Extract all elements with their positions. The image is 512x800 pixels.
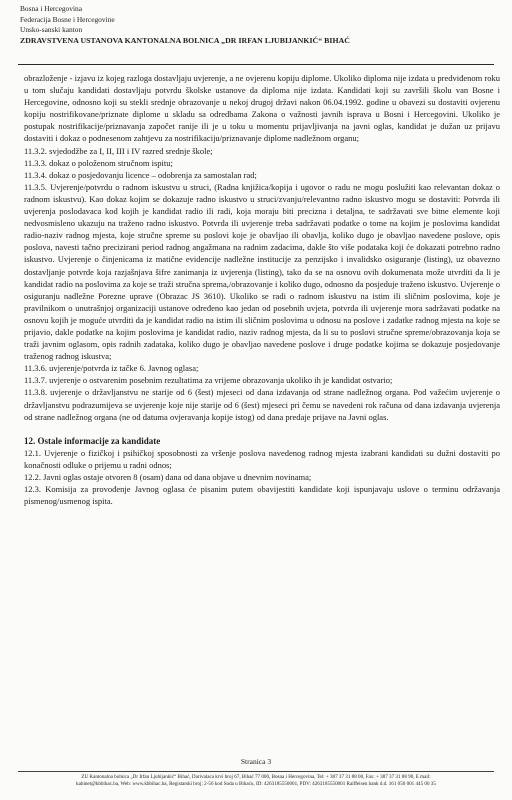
footer (20, 774, 492, 788)
body-paragraph: 11.3.4. dokaz o posjedovanju licence – odobrenja za samostalan rad; (24, 169, 257, 180)
footer-line-1: ZU Kantonalna bolnica „Dr Irfan Ljubijankić“ Bihać, Darivalaca krvi broj 67, Bihać 77 000, Bosna i Hercegovina, Tel: + 387 37 31 88 00, Fax: + 387 37 31 88 90, E mail: (81, 774, 431, 780)
letterhead-divider (18, 64, 494, 65)
body-paragraph: 11.3.6. uvjerenje/potvrda iz tačke 6. Javnog oglasa; (24, 363, 199, 374)
body-paragraph: obrazloženje - izjavu iz kojeg razloga dostavljaju uvjerenje, a ne ovjerenu kopiju diplome. Ukoliko diploma nije izdata u predviđenom roku u tom slučaju kandidati dostavljaju potvrdu školske ustanove da diploma nije izdata. Kandidati koji su završili školu van Bosne i Hercegovine, odnosno koji su stekli srednje obrazovanje u nekoj drugoj državi nakon 06.04.1992. godine u obavezi su dostaviti ovjerenu kopiju nostrifikovane/priznate diplome u skladu sa odredbama Zakona o važnosti javnih isprava u Bosni i Hercegovini. Ukoliko je postupak nostrifikacije/priznavanja započet ranije ili je u toku u momentu prijavljivanja na javni oglas, kandidat je dužan uz prijavu dostaviti i dokaz o podnesenom zahtjevu za nostrifikaciju/priznavanje diplome nadležnom organu; (24, 73, 500, 144)
section-gap (24, 423, 500, 435)
letterhead-institution: ZDRAVSTVENA USTANOVA KANTONALNA BOLNICA „DR IRFAN LJUBIJANKIĆ“ BIHAĆ (20, 35, 350, 45)
footer-line-2: kabinet@kbbihac.ba, Web: www.kbbihac.ba, Registarski broj: 2-56 kod Suda u Bihaću, ID: 4263185550001, PDV: 4263185550001 Raiffeisen bank d.d. 161 050 001 445 00 35 (76, 781, 436, 788)
letterhead-canton: Unsko-sanski kanton (20, 25, 83, 35)
body-paragraph: 12.2. Javni oglas ostaje otvoren 8 (osam) dana od dana objave u dnevnim novinama; (24, 472, 312, 482)
body-paragraph: 11.3.2. svjedodžbe za I, II, III i IV razred srednje škole; (24, 145, 213, 156)
body-paragraph: 11.3.7. uvjerenje o ostvarenim posebnim rezultatima za vrijeme obrazovanja ukoliko ih je kandidat ostvario; (24, 375, 393, 386)
body-paragraph: 11.3.5. Uvjerenje/potvrdu o radnom iskustvu u struci, (Radna knjižica/kopija i ugovor o radu ne mogu poslužiti kao relevantan dokaz o radnom iskustvu). Kao dokaz kojim se dokazuje radno iskustvo u struci/zvanju/relevantno radno iskustvo mogu se dostaviti: Potvrda ili uvjerenja poslodavaca kod kojih je kandidat radio ili radi, koja moraju biti precizna i detaljna, te sadržavati sve bitne elemente koji nedvosmisleno ukazuju na traženo radno iskustvo. Potvrda ili uvjerenje treba sadržavati podatke o tome na kojim je poslovima kandidat radio-naziv radnog mjesta, koje stručne spreme su poslovi koje je obavljao ili obavlja, koliko dugo je obavljao navedene poslove, opis poslova, navesti tačno precizirani period radnog angažmana na radnim zadacima, dakle što više podataka koji će dokazati potrebno radno iskustvo. Uvjerenje o činjenicama iz matične evidencije nadležne institucije za penzijsko i invalidsko osiguranje (listing), uz obavezno dostavljanje potvrde koja razjašnjava šifre zanimanja iz uvjerenja (listing), tako da se na osnovu ovih dokumenata može utvrditi da li je kandidat radio na poslovima za koje se traži stručna sprema,/obrazovanje i koliko dugo, odnosno da posjeduje traženo iskustvo. Uvjerenje o osiguranju nadležne Porezne uprave (Obrazac JS 3610). Ukoliko se radi o radnom iskustvu na istim ili sličnim poslovima, koje je pravilnikom o unutrašnjoj organizaciji ustanove određeno kao jedan od posebnih uvjeta, potvrda ili uvjerenje mora sadržavati podatke na osnovu kojih je moguće utvrditi da je kandidat radio na istim ili sličnim poslovima u odnosu na poslove i zadatke radnog mjesta na koje se prijavio, dakle podatke na kojim poslovima je kandidat radio, naziv radnog mjesta, da li su to poslovi stručne spreme/obrazovanja koja se traži javnim oglasom, opis radnih zadataka, koliko dugo je obavljao navedene poslove i druge podatke kojima se dokazuje posjedovanje traženog radnog iskustva; (24, 181, 500, 362)
page-number: Stranica 3 (240, 757, 272, 766)
body-paragraph: 11.3.3. dokaz o položenom stručnom ispitu; (24, 157, 173, 168)
body-paragraph: 12.3. Komisija za provođenje Javnog oglasa će pisanim putem obavijestiti kandidate koji ispunjavaju uslove o terminu održavanja pismenog/usmenog ispita. (24, 484, 500, 507)
body-paragraph: 11.3.8. uvjerenje o državljanstvu ne starije od 6 (šest) mjeseci od dana izdavanja od strane nadležnog organa. Pod važećim uvjerenje o državljanstvu podrazumijeva se uvjerenje koje nije starije od 6 (šest) mjeseci pri čemu se navedeni rok računa od dana izdavanja uvjerenja od strane nadležnog organa (ne od datuma ovjeravanja kopije istog) od dana predaje prijave na Javni oglas. (24, 387, 500, 422)
letterhead-federation: Federacija Bosne i Hercegovine (20, 14, 115, 24)
body-paragraph: 12.1. Uvjerenje o fizičkoj i psihičkoj sposobnosti za vršenje poslova navedenog radnog mjesta izabrani kandidati su dužni dostaviti po konačnosti odluke o prijemu u radni odnos; (24, 447, 500, 470)
letterhead (20, 4, 500, 46)
letterhead-country: Bosna i Hercegovina (20, 4, 82, 13)
footer-divider (18, 771, 494, 772)
document-body (24, 72, 500, 507)
section-heading: 12. Ostale informacije za kandidate (24, 435, 161, 446)
